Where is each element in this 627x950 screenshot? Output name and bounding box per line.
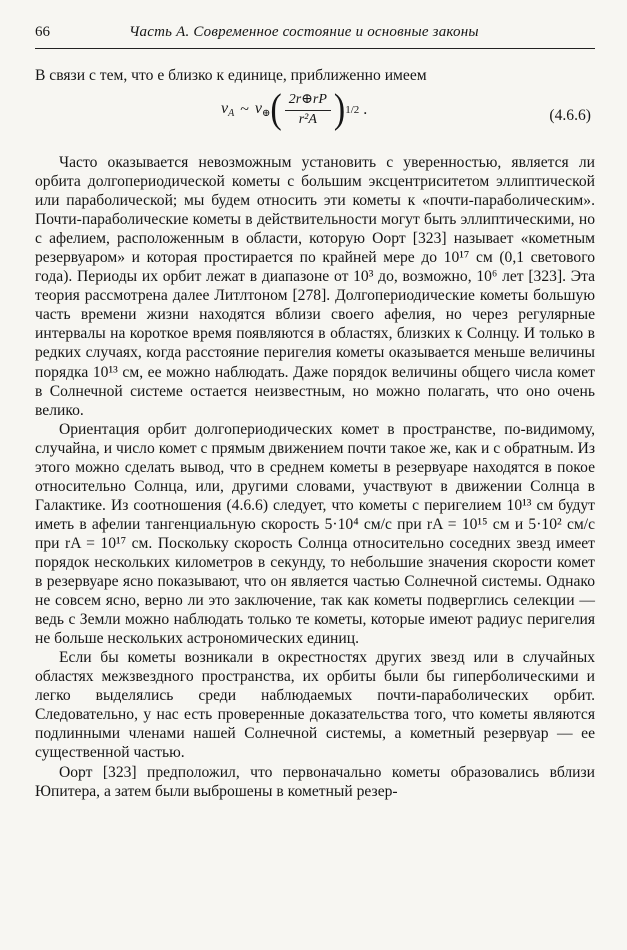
formula-rhs: $v_\oplus$: [254, 100, 271, 119]
left-paren: (: [270, 86, 282, 132]
equation-number: (4.6.6): [549, 107, 591, 124]
intro-line: В связи с тем, что e близко к единице, приближенно имеем: [35, 67, 427, 84]
formula-4-6-6: [35, 87, 595, 153]
running-header: [35, 24, 595, 49]
formula-exponent: 1/2: [345, 103, 360, 116]
page: [35, 24, 595, 801]
paragraph: Ориентация орбит долгопериодических комет в пространстве, по-видимому, случайна, и число комет с прямым движением почти такое же, как и с обратным. Из этого можно сделать вывод, что в среднем кометы в резервуаре находятся в покое относительно Солнца, или, другими словами, участвуют в движении Солнца в Галактике. Из соотношения (4.6.6) следует, что кометы с перигелием 10¹³ см будут иметь в афелии тангенциальную скорость 5·10⁴ см/с при rA = 10¹⁵ см и 5·10² см/с при rA = 10¹⁷ см. Поскольку скорость Солнца относительно соседних звезд имеет порядок нескольких километров в секунду, то небольшие значения скорости комет в резервуаре ясно показывают, что он является частью Солнечной системы. Однако не совсем ясно, верно ли это заключение, так как кометы подверглись селекции — ведь с Земли можно наблюдать только те кометы, которые имеют радиус перигелия не больше нескольких астрономических единиц.: [35, 420, 595, 648]
running-title: Часть А. Современное состояние и основные законы: [129, 24, 479, 40]
formula-relation: ~: [240, 100, 249, 118]
formula-lhs: $v_A$: [221, 100, 235, 119]
page-number: 66: [35, 24, 50, 40]
formula-fraction: [285, 91, 331, 128]
fraction-denominator: r²A: [298, 112, 317, 127]
right-paren: ): [333, 86, 346, 132]
paragraph: Оорт [323] предположил, что первоначально кометы образовались вблизи Юпитера, а затем были выброшены в кометный резер-: [35, 763, 595, 800]
paragraph: Часто оказывается невозможным установить с уверенностью, является ли орбита долгопериодической кометы с большим эксцентриситетом эллиптической или параболической; мы будем относить эти кометы к «почти-параболическим». Почти-параболические кометы в действительности могут быть эллиптическими, но с афелием, расположенным в области, которую Оорт [323] называет «кометным резервуаром» и которая простирается по крайней мере до 10¹⁷ см (0,1 светового года). Периоды их орбит лежат в диапазоне от 10³ до, возможно, 10⁶ лет [323]. Эта теория рассмотрена далее Литлтоном [278]. Долгопериодические кометы большую часть времени жизни находятся вблизи своего афелия, но через регулярные интервалы на короткое время появляются в областях, близких к Солнцу. И только в редких случаях, когда расстояние перигелия кометы оказывается меньше величины порядка 10¹³ см, ее можно наблюдать. Даже порядок величины общего числа комет в Солнечной системе остается неизвестным, но можно полагать, что оно очень велико.: [35, 154, 595, 419]
paragraph: Если бы кометы возникали в окрестностях других звезд или в случайных областях межзвездного пространства, их орбиты были бы гиперболическими и легко выделялись среди наблюдаемых почти-параболических орбит. Следовательно, у нас есть проверенные доказательства того, что кометы являются подлинными членами нашей Солнечной системы, а кометный резервуар — ее существенной частью.: [35, 649, 595, 762]
body-text: [35, 153, 595, 801]
formula-expression: $v_A$ ~ $v_\oplus$ ( $\frac{2r\oplus rP}{\text{r²A}}$ ) 1/2 .: [221, 86, 368, 132]
fraction-numerator: 2r⊕rP: [285, 91, 331, 111]
